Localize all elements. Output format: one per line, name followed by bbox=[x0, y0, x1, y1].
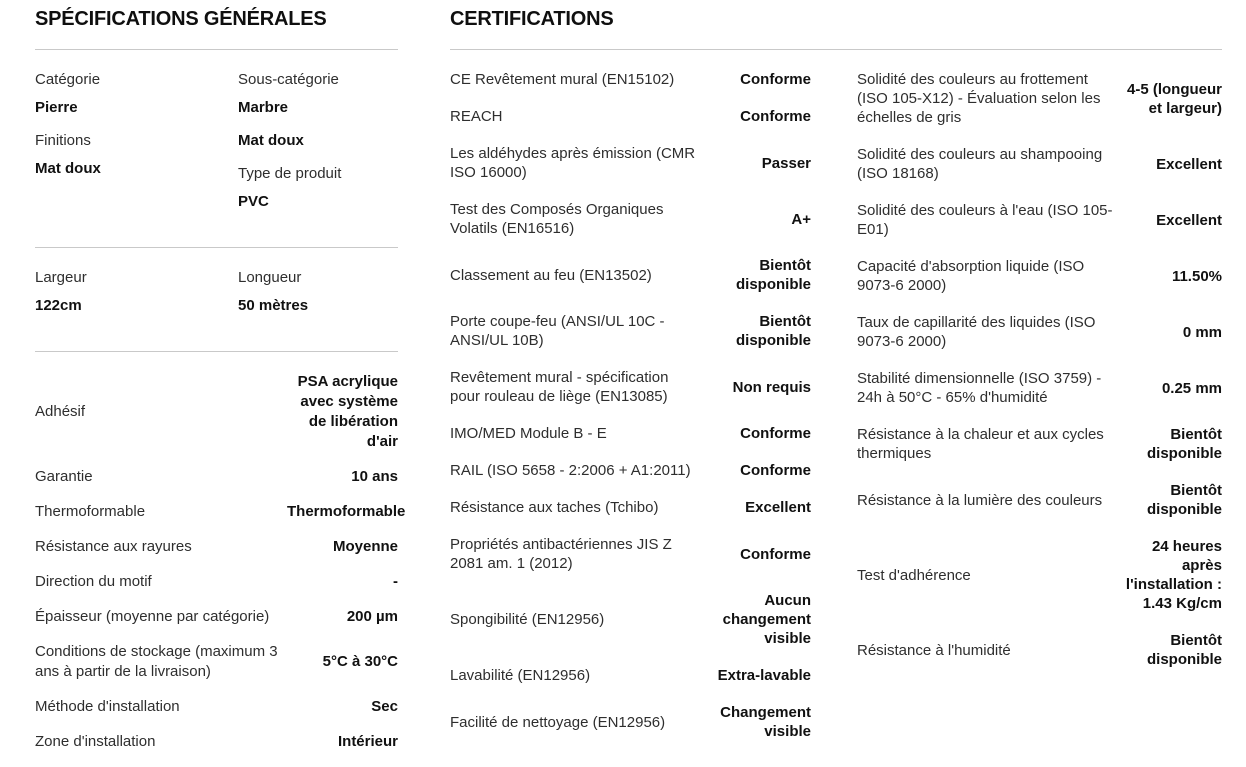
spec-row bbox=[35, 572, 398, 592]
spec-row-label: Direction du motif bbox=[35, 573, 152, 590]
certification-label: Propriétés antibactériennes JIS Z 2081 am. 1 (2012) bbox=[450, 536, 672, 572]
certification-row bbox=[857, 70, 1222, 127]
certification-value: 4-5 (longueur et largeur) bbox=[1126, 80, 1222, 117]
certification-value: Conforme bbox=[740, 462, 811, 479]
certification-row bbox=[450, 256, 811, 294]
spec-row bbox=[35, 607, 398, 627]
spec-row-value: Moyenne bbox=[332, 538, 398, 555]
general-block-2 bbox=[35, 268, 398, 329]
certification-value: 11.50% bbox=[1171, 267, 1222, 285]
spec-pair bbox=[35, 70, 238, 118]
certification-value: Non requis bbox=[732, 378, 811, 396]
certification-row bbox=[450, 461, 811, 480]
spec-pair bbox=[35, 131, 238, 179]
spec-label: Type de produit bbox=[238, 165, 342, 182]
certification-value: Passer bbox=[761, 154, 811, 172]
certification-value: Changement visible bbox=[720, 704, 811, 740]
certification-label: Porte coupe-feu (ANSI/UL 10C - ANSI/UL 10B) bbox=[450, 313, 665, 349]
spec-pair bbox=[238, 164, 398, 212]
spec-label: Catégorie bbox=[35, 71, 101, 88]
certification-row bbox=[450, 70, 811, 89]
spec-row-value: Thermoformable bbox=[287, 503, 406, 520]
certification-value: Extra-lavable bbox=[717, 667, 811, 684]
certification-row bbox=[857, 145, 1222, 183]
certification-row bbox=[450, 200, 811, 238]
certification-value: Bientôt disponible bbox=[1147, 426, 1222, 462]
spec-row-label: Thermoformable bbox=[35, 503, 146, 520]
general-block-1 bbox=[35, 70, 398, 225]
general-block1-column-2 bbox=[238, 70, 398, 225]
certification-row bbox=[450, 666, 811, 685]
certification-label: Stabilité dimensionnelle (ISO 3759) - 24h à 50°C - 65% d'humidité bbox=[857, 370, 1102, 406]
certification-label: Taux de capillarité des liquides (ISO 9073-6 2000) bbox=[857, 314, 1096, 350]
certification-row bbox=[857, 257, 1222, 295]
spec-label: Longueur bbox=[238, 269, 302, 286]
certification-label: Résistance à la lumière des couleurs bbox=[857, 491, 1103, 509]
divider bbox=[35, 247, 398, 248]
general-block2-column-2 bbox=[238, 268, 398, 329]
spec-value: 122cm bbox=[35, 297, 82, 314]
spec-pair bbox=[35, 268, 238, 316]
certification-row bbox=[450, 591, 811, 648]
certification-label: Facilité de nettoyage (EN12956) bbox=[450, 713, 666, 731]
spec-value: PVC bbox=[238, 193, 269, 210]
certification-value: Conforme bbox=[740, 425, 811, 442]
spec-row-label: Zone d'installation bbox=[35, 733, 156, 750]
spec-row-label: Adhésif bbox=[35, 403, 86, 420]
certification-label: Résistance à l'humidité bbox=[857, 641, 1011, 659]
spec-row bbox=[35, 697, 398, 717]
spec-row-label: Conditions de stockage (maximum 3 ans à partir de la livraison) bbox=[35, 643, 278, 680]
spec-value: Mat doux bbox=[35, 160, 101, 177]
certification-row bbox=[450, 703, 811, 741]
certification-row bbox=[857, 313, 1222, 351]
certification-row bbox=[450, 107, 811, 126]
certification-value: Conforme bbox=[740, 71, 811, 88]
spec-value: 50 mètres bbox=[238, 297, 309, 314]
certification-label: Résistance à la chaleur et aux cycles thermiques bbox=[857, 426, 1104, 462]
certification-row bbox=[450, 424, 811, 443]
spec-label: Sous-catégorie bbox=[238, 71, 339, 88]
certification-label: Solidité des couleurs au frottement (ISO 105-X12) - Évaluation selon les échelles de gris bbox=[857, 71, 1101, 126]
certification-value: Conforme bbox=[740, 545, 811, 563]
certification-value: Conforme bbox=[740, 108, 811, 125]
spec-row-label: Épaisseur (moyenne par catégorie) bbox=[35, 608, 270, 625]
spec-row bbox=[35, 732, 398, 752]
spec-value: Mat doux bbox=[238, 132, 304, 149]
certification-value: Bientôt disponible bbox=[1147, 632, 1222, 668]
certification-value: 24 heures après l'installation : 1.43 Kg/cm bbox=[1125, 538, 1222, 612]
general-specifications-title: SPÉCIFICATIONS GÉNÉRALES bbox=[35, 8, 327, 30]
certifications-title: CERTIFICATIONS bbox=[450, 8, 614, 30]
certification-label: REACH bbox=[450, 108, 503, 125]
certification-label: RAIL (ISO 5658 - 2:2006 + A1:2011) bbox=[450, 462, 691, 479]
certification-label: Solidité des couleurs au shampooing (ISO 18168) bbox=[857, 146, 1103, 182]
certification-label: IMO/MED Module B - E bbox=[450, 425, 607, 442]
certification-row bbox=[857, 201, 1222, 239]
certification-label: Test des Composés Organiques Volatils (EN16516) bbox=[450, 201, 664, 237]
spec-row-value: Sec bbox=[371, 698, 398, 715]
spec-row-value: Intérieur bbox=[337, 733, 398, 750]
spec-label: Largeur bbox=[35, 269, 87, 286]
certification-label: Test d'adhérence bbox=[857, 566, 971, 584]
certification-row bbox=[857, 369, 1222, 407]
general-block-3 bbox=[35, 372, 406, 752]
general-block2-column-1 bbox=[35, 268, 238, 329]
spec-pair bbox=[238, 70, 398, 118]
certification-row bbox=[857, 537, 1222, 613]
certification-row bbox=[450, 312, 811, 350]
general-specifications-section bbox=[35, 8, 406, 767]
spec-row bbox=[35, 502, 406, 522]
spec-row-label: Résistance aux rayures bbox=[35, 538, 192, 555]
spec-row bbox=[35, 642, 398, 682]
spec-row-value: 5°C à 30°C bbox=[322, 653, 398, 670]
spec-row-value: - bbox=[393, 573, 398, 590]
spec-pair bbox=[238, 131, 398, 151]
certifications-column-1 bbox=[450, 70, 811, 759]
general-block1-column-1 bbox=[35, 70, 238, 225]
spec-row bbox=[35, 537, 398, 557]
certifications-section bbox=[450, 8, 1222, 767]
certification-value: Excellent bbox=[1156, 211, 1222, 229]
spec-row-label: Garantie bbox=[35, 468, 93, 485]
spec-pair bbox=[238, 268, 398, 316]
certification-label: Spongibilité (EN12956) bbox=[450, 611, 605, 628]
spec-value: Pierre bbox=[35, 99, 78, 116]
certification-value: Bientôt disponible bbox=[1147, 482, 1222, 518]
certification-label: Solidité des couleurs à l'eau (ISO 105-E01) bbox=[857, 202, 1113, 238]
divider bbox=[35, 49, 398, 50]
spec-row-label: Méthode d'installation bbox=[35, 698, 180, 715]
certification-value: Aucun changement visible bbox=[722, 592, 811, 647]
certification-value: Excellent bbox=[745, 499, 811, 516]
divider bbox=[450, 49, 1222, 50]
certification-label: Lavabilité (EN12956) bbox=[450, 667, 591, 684]
spec-row-value: 200 µm bbox=[346, 608, 398, 625]
certification-value: A+ bbox=[791, 210, 811, 228]
certification-row bbox=[857, 425, 1222, 463]
certification-value: Bientôt disponible bbox=[736, 313, 811, 349]
certification-row bbox=[857, 631, 1222, 669]
spec-label: Finitions bbox=[35, 132, 91, 149]
certification-label: Capacité d'absorption liquide (ISO 9073-6 2000) bbox=[857, 258, 1085, 294]
certification-value: Excellent bbox=[1156, 155, 1222, 173]
divider bbox=[35, 351, 398, 352]
spec-row-value: 10 ans bbox=[351, 468, 398, 485]
certification-label: Revêtement mural - spécification pour rouleau de liège (EN13085) bbox=[450, 369, 669, 405]
certifications-column-2 bbox=[857, 70, 1222, 759]
certification-row bbox=[450, 498, 811, 517]
certification-value: Bientôt disponible bbox=[736, 257, 811, 293]
spec-row bbox=[35, 467, 398, 487]
certifications-columns bbox=[450, 70, 1222, 759]
certification-label: CE Revêtement mural (EN15102) bbox=[450, 71, 675, 88]
spec-row bbox=[35, 372, 398, 452]
certification-row bbox=[450, 368, 811, 406]
certification-row bbox=[450, 535, 811, 573]
certification-label: Classement au feu (EN13502) bbox=[450, 266, 652, 284]
certification-row bbox=[450, 144, 811, 182]
spec-row-value: PSA acrylique avec système de libération d'air bbox=[297, 373, 398, 450]
certification-value: 0.25 mm bbox=[1161, 379, 1222, 397]
certification-value: 0 mm bbox=[1182, 323, 1222, 341]
certification-label: Résistance aux taches (Tchibo) bbox=[450, 499, 659, 516]
spec-value: Marbre bbox=[238, 99, 289, 116]
certification-row bbox=[857, 481, 1222, 519]
certification-label: Les aldéhydes après émission (CMR ISO 16000) bbox=[450, 145, 696, 181]
